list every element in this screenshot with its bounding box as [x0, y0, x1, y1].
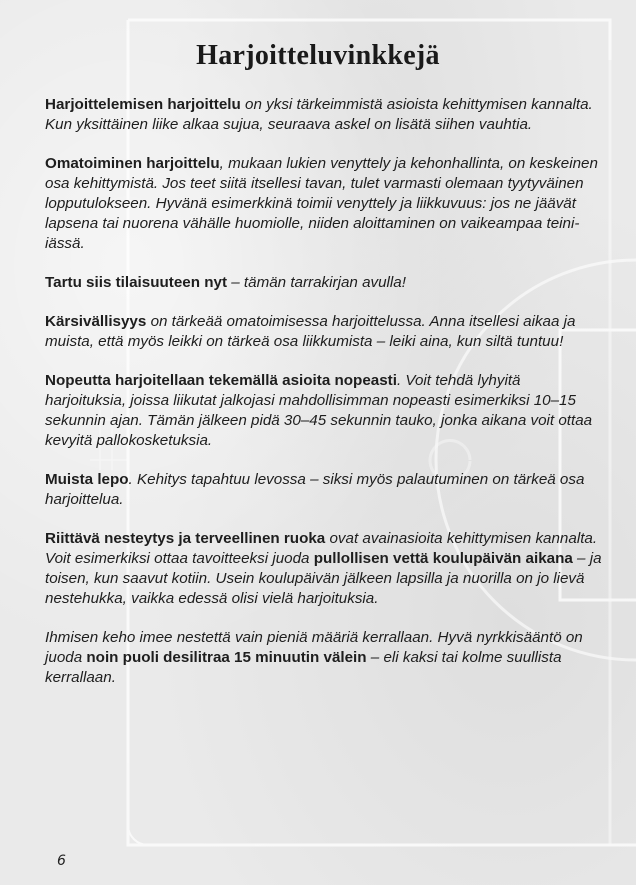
body-text: . Voit tehdä lyhyitä harjoituksia, joissa liikutat jalkojasi mahdollisimman nopeasti esimerkiksi 10–15 sekunnin ajan. Tämän jälkeen pidä 30–45 sekunnin tauko, jonka aikana voit ottaa kevyitä pallokosketuksia. — [45, 372, 593, 449]
bold-phrase: Nopeutta harjoitellaan tekemällä asioita nopeasti — [45, 372, 397, 389]
bold-phrase: Harjoittelemisen harjoittelu — [45, 96, 241, 113]
body-text: – eli kaksi tai kolme suullista kerrallaan. — [45, 649, 562, 686]
bold-phrase: Tartu siis tilaisuuteen nyt — [45, 274, 228, 291]
tip-paragraph — [45, 154, 605, 254]
tip-paragraph — [45, 312, 605, 352]
page-title: Harjoitteluvinkkejä — [196, 40, 440, 71]
tip-paragraph — [45, 371, 605, 451]
body-text: , mukaan lukien venyttely ja kehonhallinta, on keskeinen osa kehittymistä. Jos teet siitä itsellesi tavan, tulet varmasti olemaan tyytyväinen lopputulokseen. Hyvänä esimerkkinä toimii venyttely ja liikkuvuus: jos ne jäävät lapsena tai nuorena vähälle huomiolle, niiden aloittaminen on vaikeampaa teini-iässä. — [45, 155, 598, 252]
tip-paragraph — [45, 529, 605, 609]
body-text: on tärkeää omatoimisessa harjoittelussa. Anna itsellesi aikaa ja muista, että myös leikki on tärkeä osa liikkumista – leiki aina, kun siltä tuntuu! — [45, 313, 576, 350]
body-text: – ja toisen, kun saavut kotiin. Usein koulupäivän jälkeen lapsilla ja nuorilla on jo lievä nestehukka, vaikka edessä olisi vielä harjoituksia. — [45, 550, 602, 607]
tip-paragraph — [45, 273, 605, 293]
bold-phrase: Omatoiminen harjoittelu — [45, 155, 220, 172]
bold-phrase: noin puoli desilitraa 15 minuutin välein — [86, 649, 367, 666]
bold-phrase: Kärsivällisyys — [45, 313, 147, 330]
body-text: ovat avainasioita kehittymisen kannalta. Voit esimerkiksi ottaa tavoitteeksi juoda — [45, 530, 598, 567]
body-text: Ihmisen keho imee nestettä vain pieniä määriä kerrallaan. Hyvä nyrkkisääntö on juoda — [45, 629, 583, 666]
bold-phrase: Muista lepo — [45, 471, 129, 488]
body-text: – tämän tarrakirjan avulla! — [227, 274, 406, 291]
tip-paragraph — [45, 95, 605, 135]
bold-phrase: Riittävä nesteytys ja terveellinen ruoka — [45, 530, 326, 547]
tip-paragraph — [45, 628, 605, 688]
tips-content — [45, 95, 605, 707]
body-text: on yksi tärkeimmistä asioista kehittymisen kannalta. Kun yksittäinen liike alkaa sujua, seuraava askel on lisätä siihen vauhtia. — [45, 96, 593, 133]
page-number: 6 — [57, 853, 66, 869]
tip-paragraph — [45, 470, 605, 510]
bold-phrase: pullollisen vettä koulupäivän aikana — [313, 550, 573, 567]
body-text: . Kehitys tapahtuu levossa – siksi myös palautuminen on tärkeä osa harjoittelua. — [45, 471, 585, 508]
